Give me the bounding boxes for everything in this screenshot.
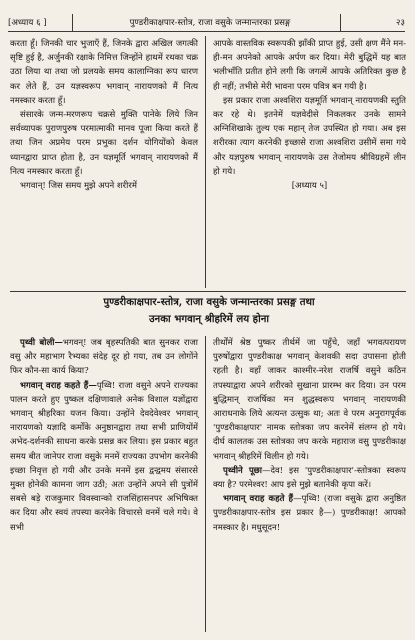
paragraph [213,336,406,464]
speaker-label: भगवान् वराह कहते हैं— [20,380,97,391]
speaker-label: पृथ्वी बोली— [20,338,63,348]
paragraph: करता हूँ। जिनकी चार भुजाएँ हैं, जिनके द्वारा अखिल जगत्की सृष्टि हुई है, अर्जुनकी रक्षाके निमित्त जिन्होंने हाथमें रथका चक्र उठा लिया था तथा जो प्रलयके समय कालाग्निका रूप धारण कर लेते हैं, उन यज्ञस्वरूप भगवान् नारायणको मैं नित्य नमस्कार करता हूँ। [10,39,198,106]
header-divider [72,14,73,31]
paragraph: आपके वास्तविक स्वरूपकी झाँकी प्राप्त हुई, उसी क्षण मैंने मन-ही-मन अपनेको आपके अर्पण कर दिया। मेरी बुद्धिमें यह बात भलीभाँति प्रतीत होने लगी कि जगत्में आपके अतिरिक्त कुछ है ही नहीं; तभीसे मेरी भावना परम पवित्र बन गयी है। [213,39,406,92]
column-divider [205,36,206,288]
dialogue-paragraph [213,492,406,535]
paragraph: संसारके जन्म-मरणरूप चक्रसे मुक्ति पानेके लिये जिन सर्वव्यापक पुराणपुरुष परमात्माकी मानव पूजा किया करते हैं तथा जिन अप्रमेय परम प्रभुका दर्शन योगियोंको केवल ध्यानद्वारा प्राप्त होता है, उन यज्ञमूर्ति भगवान् नारायणको मैं नित्य नमस्कार करता हूँ। [10,110,198,177]
left-column-bottom [10,336,198,535]
dialogue-paragraph [10,336,198,379]
left-column-top [10,37,198,193]
section-rule [10,291,406,292]
right-column-bottom [213,336,406,535]
paragraph-text: पृथ्वि! राजा वसुने अपने राज्यका पालन करते हुए पुष्कल दक्षिणावाले अनेक विशाल यज्ञोंद्वारा भगवान् श्रीहरिका यजन किया। उन्होंने देवदेवेश्वर भगवान् नारायणको यज्ञादि कर्मोंके अनुष्ठानद्वारा तथा सभी प्राणियोंमें अभेद-दर्शनकी साधना करके प्रसन्न कर लिया। इस प्रकार बहुत समय बीत जानेपर राजा वसुके मनमें राज्यका उपभोग करनेकी इच्छा निवृत्त हो गयी और उनके मनमें इस द्वन्द्वमय संसारसे मुक्त होनेकी कामना जाग उठी; अतः उन्होंने अपने सी पुत्रोंमें सबसे बड़े राजकुमार विवस्वान्को राजसिंहासनपर अभिषिक्त कर दिया और स्वयं तपस्या करनेके विचारसे वनमें चले गये। वे सभी [10,380,198,533]
chapter-end-marker: [अध्याय ५] [291,181,328,192]
paragraph-text: तीर्थोंमें श्रेष्ठ पुष्कर तीर्थमें जा पहुँचे, जहाँ भगवत्परायण पुरुषोंद्वारा पुण्डरीकाक्ष भगवान् केशवकी सदा उपासना होती रहती है। वहाँ जाकर काश्मीर-नरेश राजर्षि वसुने कठिन तपस्याद्वारा अपने शरीरको सुखाना प्रारम्भ कर दिया। उन परम बुद्धिमान् राजर्षिका मन शुद्धस्वरूप भगवान् नारायणकी आराधनाके लिये अत्यन्त उत्सुक था; अतः वे परम अनुरागपूर्वक 'पुण्डरीकाक्षपार' नामक स्तोत्रका जप करनेमें संलग्न हो गये। दीर्घ कालतक उस स्तोत्रका जप करके महाराज वसु पुण्डरीकाक्ष भगवान् श्रीहरिमें विलीन हो गये। [213,338,406,462]
paragraph-text: —पृथ्वि! (राजा वसुके द्वारा अनुष्ठित पुण्डरीकाक्षपार-स्तोत्र इस प्रकार है—) पुण्डरीकाक्ष! आपको नमस्कार है। मधुसूदन! [213,494,406,533]
section-title-line: पुण्डरीकाक्षपार-स्तोत्र, राजा वसुके जन्मान्तरका प्रसङ्ग तथा [103,296,315,308]
header-divider [340,14,341,31]
section-title [14,294,404,328]
dialogue-paragraph [213,464,406,492]
header-rule [8,31,405,32]
page-number: २३ [396,18,405,28]
running-header [8,14,405,30]
section-title-line: उनका भगवान् श्रीहरिमें लय होना [148,313,270,325]
paragraph-text: भगवन्! जब बृहस्पतिकी बात सुनकर राजा वसु और महाभाग रैभ्यका संदेह दूर हो गया, तब उन लोगोंने फिर कौन-सा कार्य किया? [10,338,199,377]
chapter-label: [अध्याय ६ ] [8,18,47,28]
running-title: पुण्डरीकाक्षपार-स्तोत्र, राजा वसुके जन्मान्तरका प्रसङ्ग [129,18,291,28]
paragraph: इस प्रकार राजा अश्वशिरा यज्ञमूर्ति भगवान् नारायणकी स्तुति कर रहे थे। इतनेमें यज्ञवेदीसे निकलकर उनके सामने अग्निशिखाके तुल्य एक महान् तेज उपस्थित हो गया। अब इस शरीरका त्याग करनेकी इच्छासे राजा अश्वशिरा उसीमें समा गये और यज्ञपुरुष भगवान् नारायणके उस तेजोमय श्रीविग्रहमें लीन हो गये। [213,95,406,177]
speaker-label: भगवान् वराह कहते हैं [223,494,294,505]
speaker-label: पृथ्वीने पूछा [223,465,262,476]
column-divider [205,336,206,632]
right-column-top [213,37,406,193]
paragraph-text: —देव! इस 'पुण्डरीकाक्षपार'-स्तोत्रका स्वरूप क्या है? परमेश्वर! आप इसे मुझे बतानेकी कृपा करें। [213,465,407,491]
paragraph: भगवान्! जिस समय मुझे अपने शरीरमें [20,181,137,192]
dialogue-paragraph [10,379,198,535]
